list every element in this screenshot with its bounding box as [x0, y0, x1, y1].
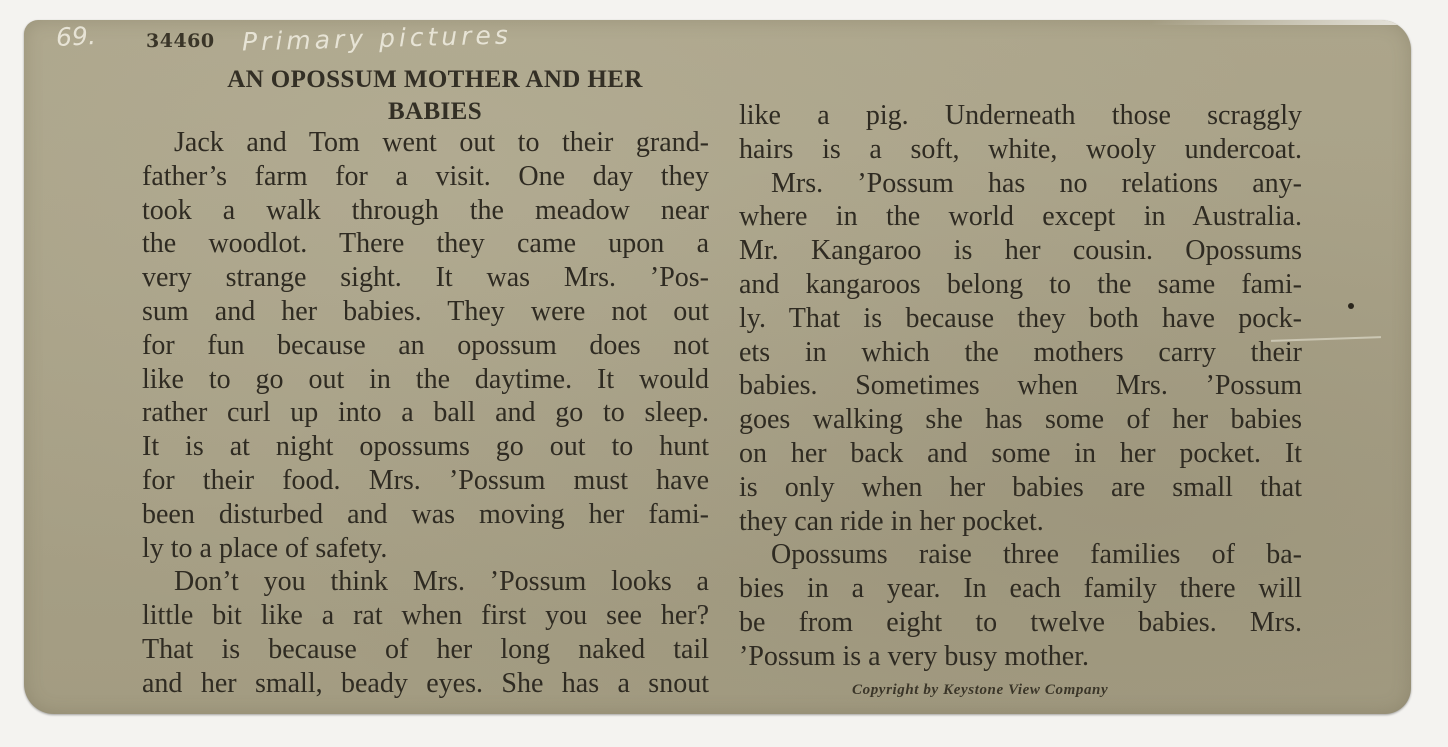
text-line: Mr. Kangaroo is her cousin. Opossums: [739, 235, 1302, 267]
title-line-2: BABIES: [387, 98, 483, 125]
left-text-column: [142, 126, 709, 701]
text-line: Don’t you think Mrs. ’Possum looks a: [174, 566, 709, 598]
text-line: ets in which the mothers carry their: [739, 336, 1302, 368]
text-line: That is because of her long naked tail: [142, 633, 709, 665]
pencil-number: 69.: [55, 20, 97, 53]
ink-spot: [1348, 303, 1354, 309]
text-line: took a walk through the meadow near: [142, 194, 709, 226]
text-line: sum and her babies. They were not out: [142, 295, 709, 327]
catalog-number: 34460: [146, 30, 215, 52]
text-line: goes walking she has some of her babies: [739, 404, 1302, 436]
text-line: and kangaroos belong to the same fami-: [739, 268, 1302, 300]
text-line: the woodlot. There they came upon a: [142, 228, 709, 260]
text-line: like a pig. Underneath those scraggly: [739, 100, 1302, 131]
text-line: ly. That is because they both have pock-: [739, 302, 1302, 334]
text-line: ’Possum is a very busy mother.: [739, 640, 1089, 672]
text-line: Opossums raise three families of ba-: [771, 539, 1302, 571]
text-line: ly to a place of safety.: [142, 532, 388, 564]
text-line: little bit like a rat when first you see her?: [142, 600, 709, 632]
text-line: on her back and some in her pocket. It: [739, 437, 1302, 469]
right-text-column: [739, 99, 1302, 674]
text-line: for fun because an opossum does not: [142, 329, 709, 361]
stereoview-card-back: [24, 20, 1411, 714]
text-line: they can ride in her pocket.: [739, 505, 1044, 537]
card-title: [150, 64, 720, 128]
text-line: bies in a year. In each family there will: [739, 573, 1302, 605]
text-line: for their food. Mrs. ’Possum must have: [142, 464, 709, 496]
copyright-notice: Copyright by Keystone View Company: [852, 682, 1109, 698]
text-line: like to go out in the daytime. It would: [142, 363, 709, 395]
text-line: be from eight to twelve babies. Mrs.: [739, 606, 1302, 638]
text-line: and her small, beady eyes. She has a snout: [142, 667, 709, 699]
text-line: where in the world except in Australia.: [739, 201, 1302, 233]
text-line: hairs is a soft, white, wooly undercoat.: [739, 133, 1302, 165]
text-line: very strange sight. It was Mrs. ’Pos-: [142, 262, 709, 294]
card-edge-wear: [1151, 20, 1411, 25]
text-line: been disturbed and was moving her fami-: [142, 498, 709, 530]
text-line: Jack and Tom went out to their grand-: [174, 127, 709, 158]
text-line: father’s farm for a visit. One day they: [142, 160, 709, 192]
text-line: Mrs. ’Possum has no relations any-: [771, 167, 1302, 199]
text-line: rather curl up into a ball and go to sleep.: [142, 397, 709, 429]
text-line: babies. Sometimes when Mrs. ’Possum: [739, 370, 1302, 402]
pencil-note: Primary pictures: [241, 20, 513, 57]
title-line-1: AN OPOSSUM MOTHER AND HER: [227, 66, 643, 93]
text-line: is only when her babies are small that: [739, 471, 1302, 503]
text-line: It is at night opossums go out to hunt: [142, 431, 709, 463]
